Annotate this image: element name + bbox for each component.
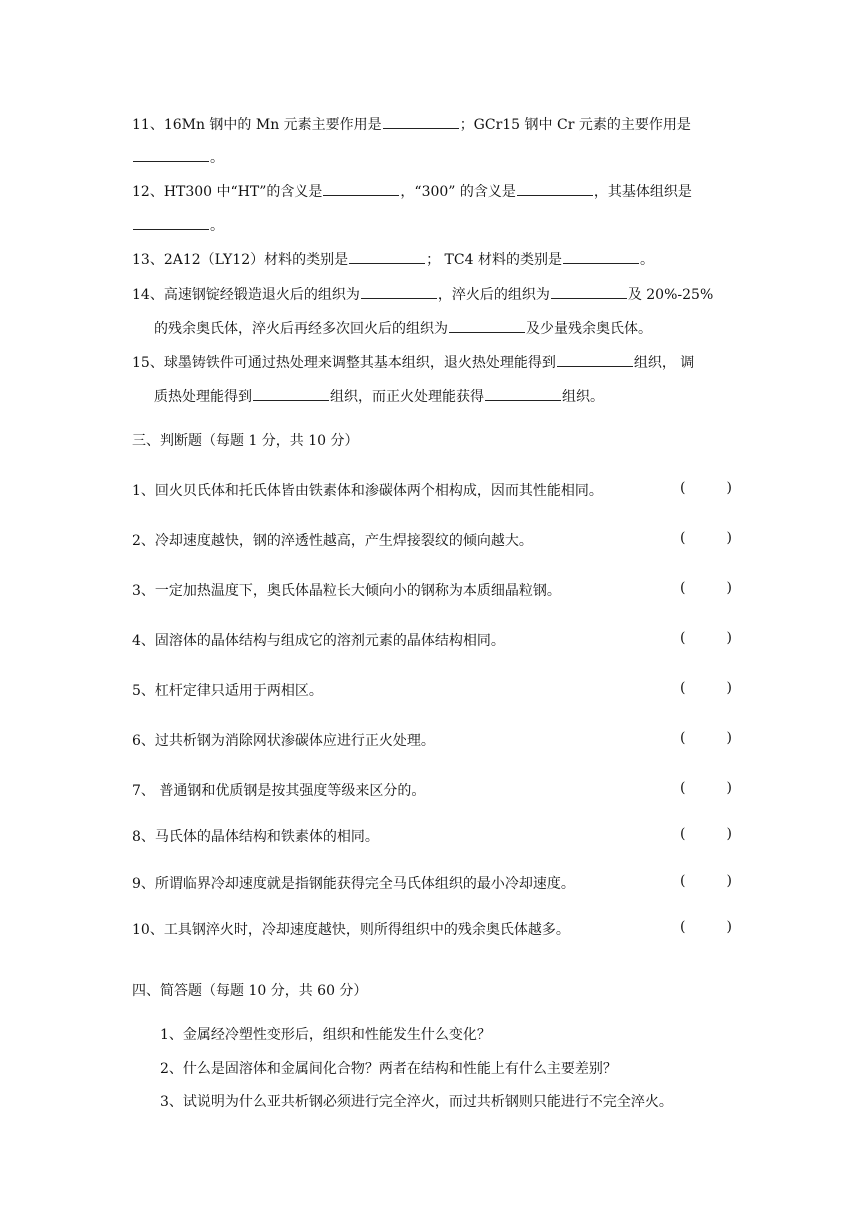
answer-blank[interactable] [361, 297, 437, 299]
q13-text-end: 。 [639, 252, 654, 268]
answer-parentheses[interactable] [680, 480, 732, 496]
q12-text-a: 12、HT300 中“HT”的含义是 [132, 184, 323, 200]
q14-text-e: 及少量残余奥氏体。 [526, 321, 652, 337]
true-false-item: 4、固溶体的晶体结构与组成它的溶剂元素的晶体结构相同。 [132, 633, 505, 649]
paren-close: ) [726, 873, 732, 889]
paren-close: ) [726, 530, 732, 546]
q12-text-end: 。 [210, 218, 224, 234]
answer-parentheses[interactable] [680, 730, 732, 746]
fill-question-14-line1 [132, 284, 713, 304]
answer-blank[interactable] [485, 399, 561, 401]
paren-open: ( [680, 630, 686, 646]
paren-close: ) [726, 780, 732, 796]
paren-open: ( [680, 873, 686, 889]
true-false-item: 2、冷却速度越快，钢的淬透性越高，产生焊接裂纹的倾向越大。 [132, 533, 533, 549]
true-false-item: 7、 普通钢和优质钢是按其强度等级来区分的。 [132, 783, 426, 799]
section-4-title: 四、简答题（每题 10 分，共 60 分） [132, 983, 368, 999]
true-false-item: 6、过共析钢为消除网状渗碳体应进行正火处理。 [132, 733, 435, 749]
q12-text-c: ，其基体组织是 [593, 184, 692, 200]
fill-question-12-line2 [132, 215, 224, 235]
answer-parentheses[interactable] [680, 780, 732, 796]
fill-question-11-line1 [132, 114, 691, 134]
paren-close: ) [726, 680, 732, 696]
answer-blank[interactable] [383, 127, 459, 129]
true-false-item: 10、工具钢淬火时，冷却速度越快，则所得组织中的残余奥氏体越多。 [132, 922, 570, 938]
paren-open: ( [680, 919, 686, 935]
answer-parentheses[interactable] [680, 826, 732, 842]
fill-question-12-line1 [132, 181, 692, 201]
true-false-item: 3、一定加热温度下，奥氏体晶粒长大倾向小的钢称为本质细晶粒钢。 [132, 583, 561, 599]
answer-blank[interactable] [557, 365, 633, 367]
q14-text-a: 14、高速钢锭经锻造退火后的组织为 [132, 287, 360, 303]
q13-text-b: ； TC4 材料的类别是 [426, 252, 562, 268]
short-answer-item: 3、试说明为什么亚共析钢必须进行完全淬火，而过共析钢则只能进行不完全淬火。 [160, 1094, 673, 1110]
q11-text-b: ；GCr15 钢中 Cr 元素的主要作用是 [459, 117, 691, 133]
answer-blank[interactable] [449, 331, 525, 333]
answer-blank[interactable] [133, 228, 209, 230]
answer-parentheses[interactable] [680, 873, 732, 889]
true-false-item: 1、回火贝氏体和托氏体皆由铁素体和渗碳体两个相构成，因而其性能相同。 [132, 483, 603, 499]
paren-open: ( [680, 780, 686, 796]
fill-question-14-line2 [154, 318, 652, 338]
paren-open: ( [680, 580, 686, 596]
q15-text-e: 组织。 [562, 389, 604, 405]
true-false-item: 5、杠杆定律只适用于两相区。 [132, 683, 323, 699]
section-3-title: 三、判断题（每题 1 分，共 10 分） [132, 433, 359, 449]
q14-text-c: 及 20%-25% [627, 287, 714, 303]
answer-parentheses[interactable] [680, 680, 732, 696]
short-answer-item: 2、什么是固溶体和金属间化合物？两者在结构和性能上有什么主要差别？ [160, 1061, 617, 1077]
true-false-item: 9、所谓临界冷却速度就是指钢能获得完全马氏体组织的最小冷却速度。 [132, 876, 575, 892]
true-false-item: 8、马氏体的晶体结构和铁素体的相同。 [132, 829, 379, 845]
fill-question-15-line2 [154, 386, 604, 406]
paren-close: ) [726, 826, 732, 842]
answer-blank[interactable] [133, 160, 209, 162]
answer-blank[interactable] [551, 297, 627, 299]
q15-text-d: 组织，而正火处理能获得 [330, 389, 484, 405]
paren-close: ) [726, 919, 732, 935]
short-answer-item: 1、金属经冷塑性变形后，组织和性能发生什么变化？ [160, 1027, 491, 1043]
paren-close: ) [726, 630, 732, 646]
paren-open: ( [680, 480, 686, 496]
paren-open: ( [680, 730, 686, 746]
paren-open: ( [680, 826, 686, 842]
q13-text-a: 13、2A12（LY12）材料的类别是 [132, 252, 349, 268]
answer-blank[interactable] [563, 262, 639, 264]
paren-open: ( [680, 530, 686, 546]
fill-question-13 [132, 249, 654, 269]
paren-close: ) [726, 580, 732, 596]
q15-text-b: 组织， 调 [633, 355, 695, 371]
fill-question-15-line1 [132, 352, 694, 372]
q12-text-b: ，“300” 的含义是 [400, 184, 516, 200]
answer-parentheses[interactable] [680, 919, 732, 935]
paren-open: ( [680, 680, 686, 696]
answer-blank[interactable] [323, 194, 399, 196]
answer-blank[interactable] [253, 399, 329, 401]
answer-blank[interactable] [349, 262, 425, 264]
answer-blank[interactable] [517, 194, 593, 196]
q11-text-a: 11、16Mn 钢中的 Mn 元素主要作用是 [132, 117, 382, 133]
answer-parentheses[interactable] [680, 530, 732, 546]
q14-text-d: 的残余奥氏体，淬火后再经多次回火后的组织为 [154, 321, 448, 337]
q11-text-end: 。 [210, 150, 224, 166]
q15-text-a: 15、球墨铸铁件可通过热处理来调整其基本组织，退火热处理能得到 [132, 355, 556, 371]
q15-text-c: 质热处理能得到 [154, 389, 252, 405]
q14-text-b: ，淬火后的组织为 [437, 287, 550, 303]
paren-close: ) [726, 480, 732, 496]
fill-question-11-line2 [132, 147, 224, 167]
paren-close: ) [726, 730, 732, 746]
answer-parentheses[interactable] [680, 580, 732, 596]
answer-parentheses[interactable] [680, 630, 732, 646]
